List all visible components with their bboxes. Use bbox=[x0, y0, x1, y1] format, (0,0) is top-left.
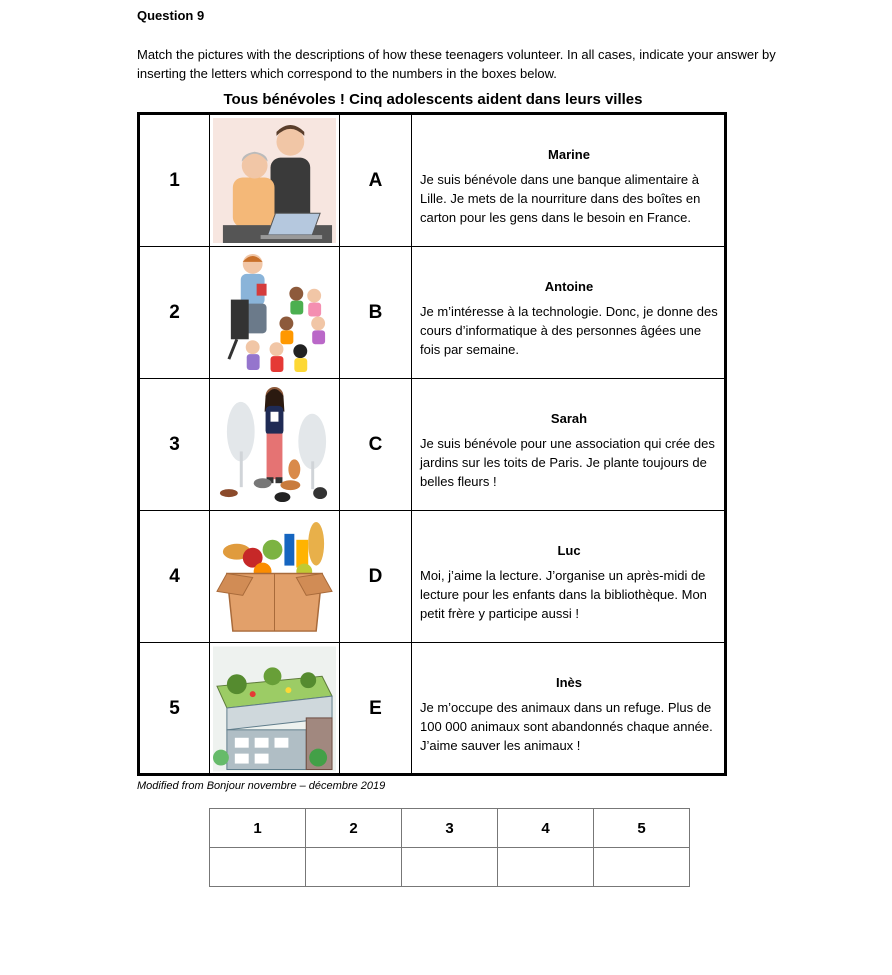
description-text: Je m’occupe des animaux dans un refuge. Plus de 100 000 animaux sont abandonnés chaque année. J’aime sauver les animaux ! bbox=[420, 700, 713, 753]
instructions: Match the pictures with the descriptions of how these teenagers volunteer. In all cases, indicate your answer by inserting the letters which correspond to the numbers in the boxes below. bbox=[137, 47, 776, 81]
teen-helping-elderly-laptop-image bbox=[213, 118, 336, 243]
answer-header: 1 bbox=[210, 809, 306, 848]
picture-cell bbox=[210, 643, 340, 775]
description-cell bbox=[412, 247, 724, 378]
food-box-image bbox=[213, 514, 336, 639]
description-cell bbox=[412, 115, 724, 246]
matching-grid bbox=[137, 112, 727, 776]
person-name: Inès bbox=[555, 675, 582, 690]
woman-with-dogs-image bbox=[213, 382, 336, 507]
answer-box-5[interactable] bbox=[594, 848, 690, 887]
description-text: Je suis bénévole dans une banque alimentaire à Lille. Je mets de la nourriture dans des boîtes en carton pour les gens dans le besoin en France. bbox=[420, 172, 701, 225]
answer-box-2[interactable] bbox=[306, 848, 402, 887]
answer-box-4[interactable] bbox=[498, 848, 594, 887]
description-letter: A bbox=[340, 115, 412, 246]
picture-number: 2 bbox=[140, 247, 210, 378]
description-cell bbox=[412, 643, 724, 775]
answer-box-3[interactable] bbox=[402, 848, 498, 887]
description-cell bbox=[412, 511, 724, 642]
person-name: Sarah bbox=[550, 411, 588, 426]
description-letter: D bbox=[340, 511, 412, 642]
answer-input-row bbox=[210, 848, 690, 887]
picture-cell bbox=[210, 511, 340, 642]
picture-number: 1 bbox=[140, 115, 210, 246]
answer-box-1[interactable] bbox=[210, 848, 306, 887]
person-name: Antoine bbox=[544, 279, 594, 294]
source-credit: Modified from Bonjour novembre – décembre 2019 bbox=[137, 780, 386, 792]
picture-number: 4 bbox=[140, 511, 210, 642]
answer-header: 5 bbox=[594, 809, 690, 848]
description-letter: C bbox=[340, 379, 412, 510]
picture-cell bbox=[210, 115, 340, 246]
grid-row-3 bbox=[140, 379, 724, 511]
description-text: Moi, j’aime la lecture. J’organise un après-midi de lecture pour les enfants dans la bibliothèque. Mon petit frère y participe aussi ! bbox=[420, 568, 707, 621]
main-title: Tous bénévoles ! Cinq adolescents aident dans leurs villes bbox=[223, 91, 643, 108]
question-title: Question 9 bbox=[137, 8, 205, 23]
picture-cell bbox=[210, 379, 340, 510]
description-text: Je m’intéresse à la technologie. Donc, je donne des cours d’informatique à des personnes âgées une fois par semaine. bbox=[420, 304, 718, 357]
grid-row-4 bbox=[140, 511, 724, 643]
description-letter: B bbox=[340, 247, 412, 378]
reading-to-children-image bbox=[213, 250, 336, 375]
answer-header-row bbox=[210, 809, 690, 848]
rooftop-garden-image bbox=[213, 646, 336, 772]
picture-number: 3 bbox=[140, 379, 210, 510]
answer-header: 2 bbox=[306, 809, 402, 848]
grid-row-5 bbox=[140, 643, 724, 775]
person-name: Luc bbox=[557, 543, 581, 558]
picture-number: 5 bbox=[140, 643, 210, 775]
description-letter: E bbox=[340, 643, 412, 775]
picture-cell bbox=[210, 247, 340, 378]
person-name: Marine bbox=[548, 147, 590, 162]
grid-row-1 bbox=[140, 115, 724, 247]
answer-table bbox=[209, 808, 690, 887]
answer-header: 4 bbox=[498, 809, 594, 848]
answer-header: 3 bbox=[402, 809, 498, 848]
description-text: Je suis bénévole pour une association qui crée des jardins sur les toits de Paris. Je plante toujours de belles fleurs ! bbox=[420, 436, 715, 489]
description-cell bbox=[412, 379, 724, 510]
grid-row-2 bbox=[140, 247, 724, 379]
